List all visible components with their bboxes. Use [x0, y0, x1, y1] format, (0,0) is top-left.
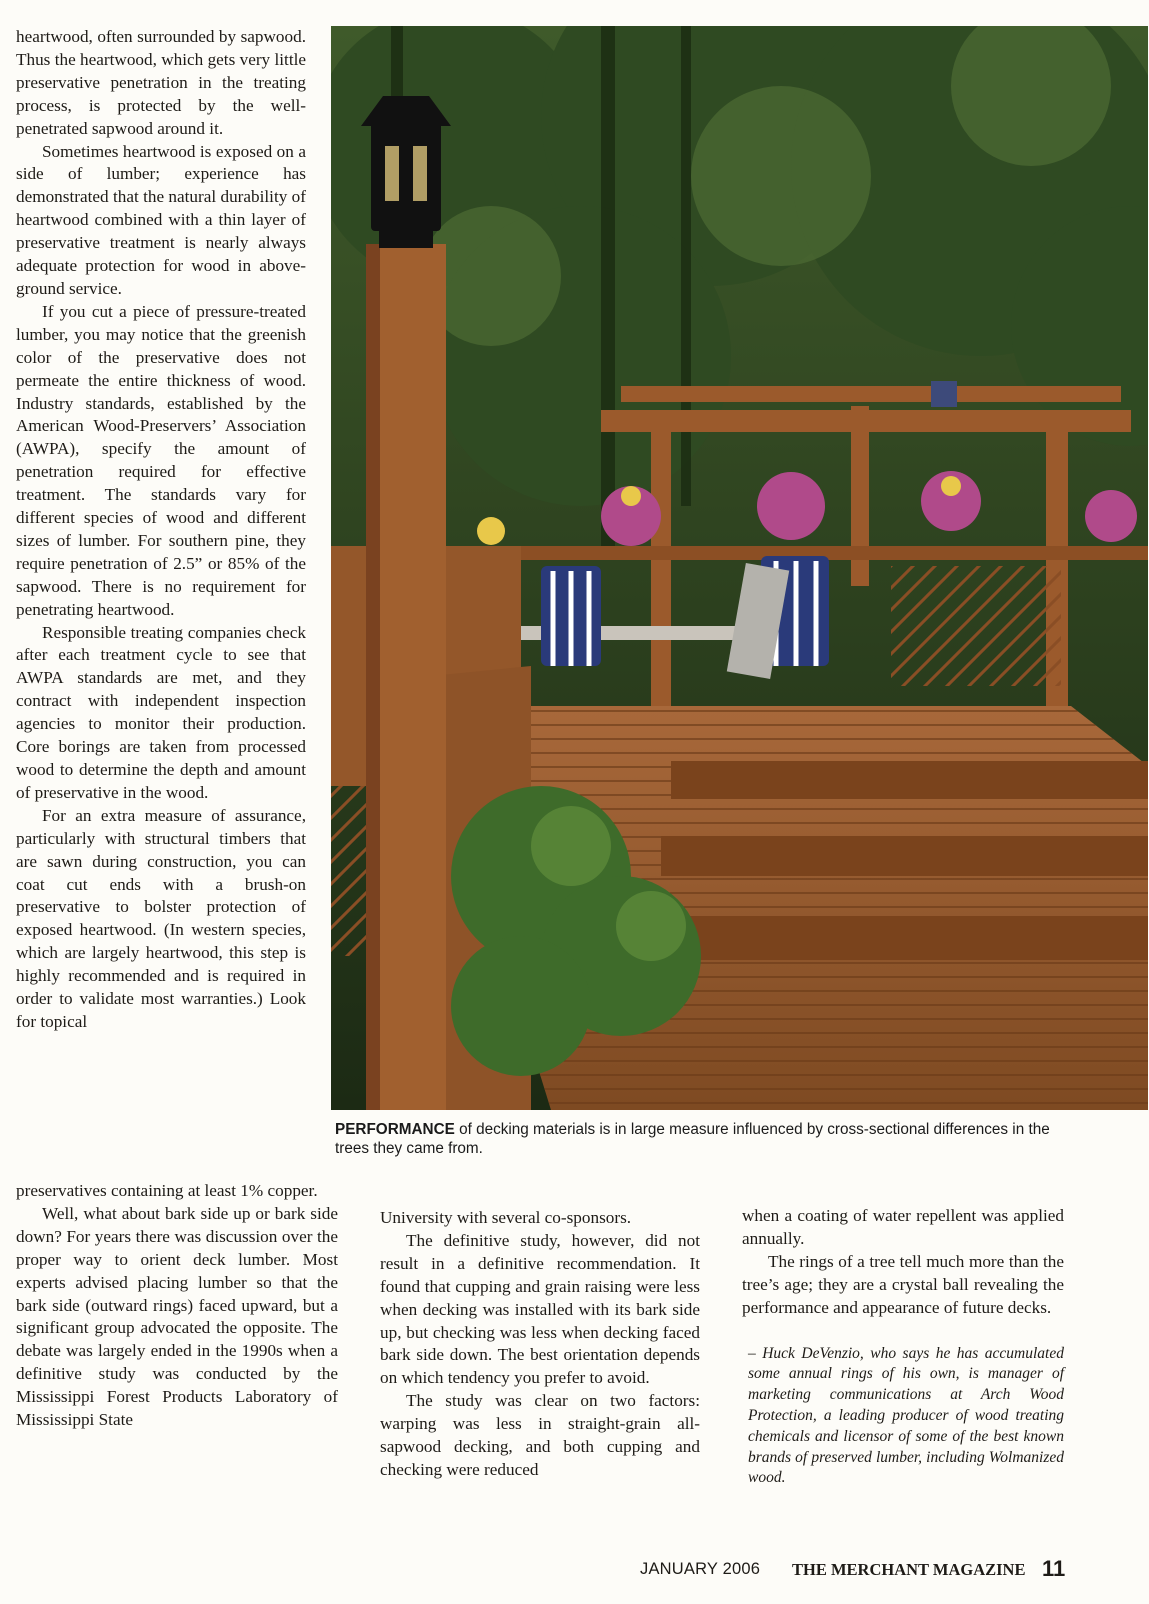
caption-lead: PERFORMANCE	[335, 1121, 455, 1138]
issue-date: JANUARY 2006	[640, 1560, 761, 1578]
paragraph: Well, what about bark side up or bark side down? For years there was discussion over the proper way to orient deck lumber. Most experts advised placing lumber so that the bark side (outward rings) faced upward, but a significant group advocated the opposite. The debate was largely ended in the 1990s when a definitive study was conducted by the Mississippi Forest Products Laboratory of Mississippi State	[16, 1203, 338, 1430]
paragraph: For an extra measure of assurance, particularly with structural timbers that are sawn during construction, you can coat cut ends with a brush-on preservative to bolster protection of exposed heartwood. (In western species, which are largely heartwood, this step is highly recommended and is required in order to validate most warranties.) Look for topical	[16, 805, 306, 1031]
paragraph: University with several co-sponsors.	[380, 1208, 632, 1227]
article-column-2	[380, 1207, 700, 1482]
photo-caption	[335, 1120, 1080, 1158]
article-column-1-bottom	[16, 1180, 338, 1432]
paragraph: heartwood, often surrounded by sapwood. Thus the heartwood, which gets very little preservative penetration in the treating process, is protected by the well-penetrated sapwood around it.	[16, 27, 306, 138]
paragraph: when a coating of water repellent was applied annually.	[742, 1206, 1064, 1248]
author-bio: – Huck DeVenzio, who says he has accumulated some annual rings of his own, is manager of marketing communications at Arch Wood Protection, a leading producer of wood treating chemicals and licensor of some of the best known brands of preserved lumber, including Wolmanized wood.	[748, 1344, 1064, 1487]
paragraph: The definitive study, however, did not result in a definitive recommendation. It found that cupping and grain raising were less when decking was installed with its bark side up, but checking was less when decking faced bark side down. The best orientation depends on which tendency you prefer to avoid.	[380, 1230, 700, 1388]
paragraph: Responsible treating companies check after each treatment cycle to see that AWPA standards are met, and they contract with independent inspection agencies to monitor their production. Core borings are taken from processed wood to determine the depth and amount of preservative in the wood.	[16, 622, 306, 802]
paragraph: If you cut a piece of pressure-treated lumber, you may notice that the greenish color of the preservative does not permeate the entire thickness of wood. Industry standards, established by the American Wood-Preservers’ Association (AWPA), specify the amount of penetration required for effective treatment. The standards vary for different species of wood and different sizes of lumber. For southern pine, they require penetration of 2.5” or 85% of the sapwood. There is no requirement for penetrating heartwood.	[16, 301, 306, 619]
deck-photo	[331, 26, 1148, 1110]
paragraph: The study was clear on two factors: warping was less in straight-grain all-sapwood decking, and both cupping and checking were reduced	[380, 1391, 700, 1479]
paragraph: The rings of a tree tell much more than the tree’s age; they are a crystal ball revealing the performance and appearance of future decks.	[742, 1251, 1064, 1317]
page-number: 11	[1042, 1556, 1066, 1581]
page-footer	[640, 1556, 1080, 1586]
article-column-1-top	[16, 26, 306, 1034]
magazine-name: THE MERCHANT MAGAZINE	[792, 1560, 1026, 1579]
paragraph: Sometimes heartwood is exposed on a side of lumber; experience has demonstrated that the natural durability of heartwood combined with a thin layer of preservative treatment is nearly always adequate protection for wood in above-ground service.	[16, 141, 306, 298]
paragraph: preservatives containing at least 1% copper.	[16, 1181, 318, 1200]
caption-text: of decking materials is in large measure influenced by cross-sectional differences in the trees they came from.	[335, 1121, 1050, 1157]
article-column-3	[742, 1205, 1064, 1489]
